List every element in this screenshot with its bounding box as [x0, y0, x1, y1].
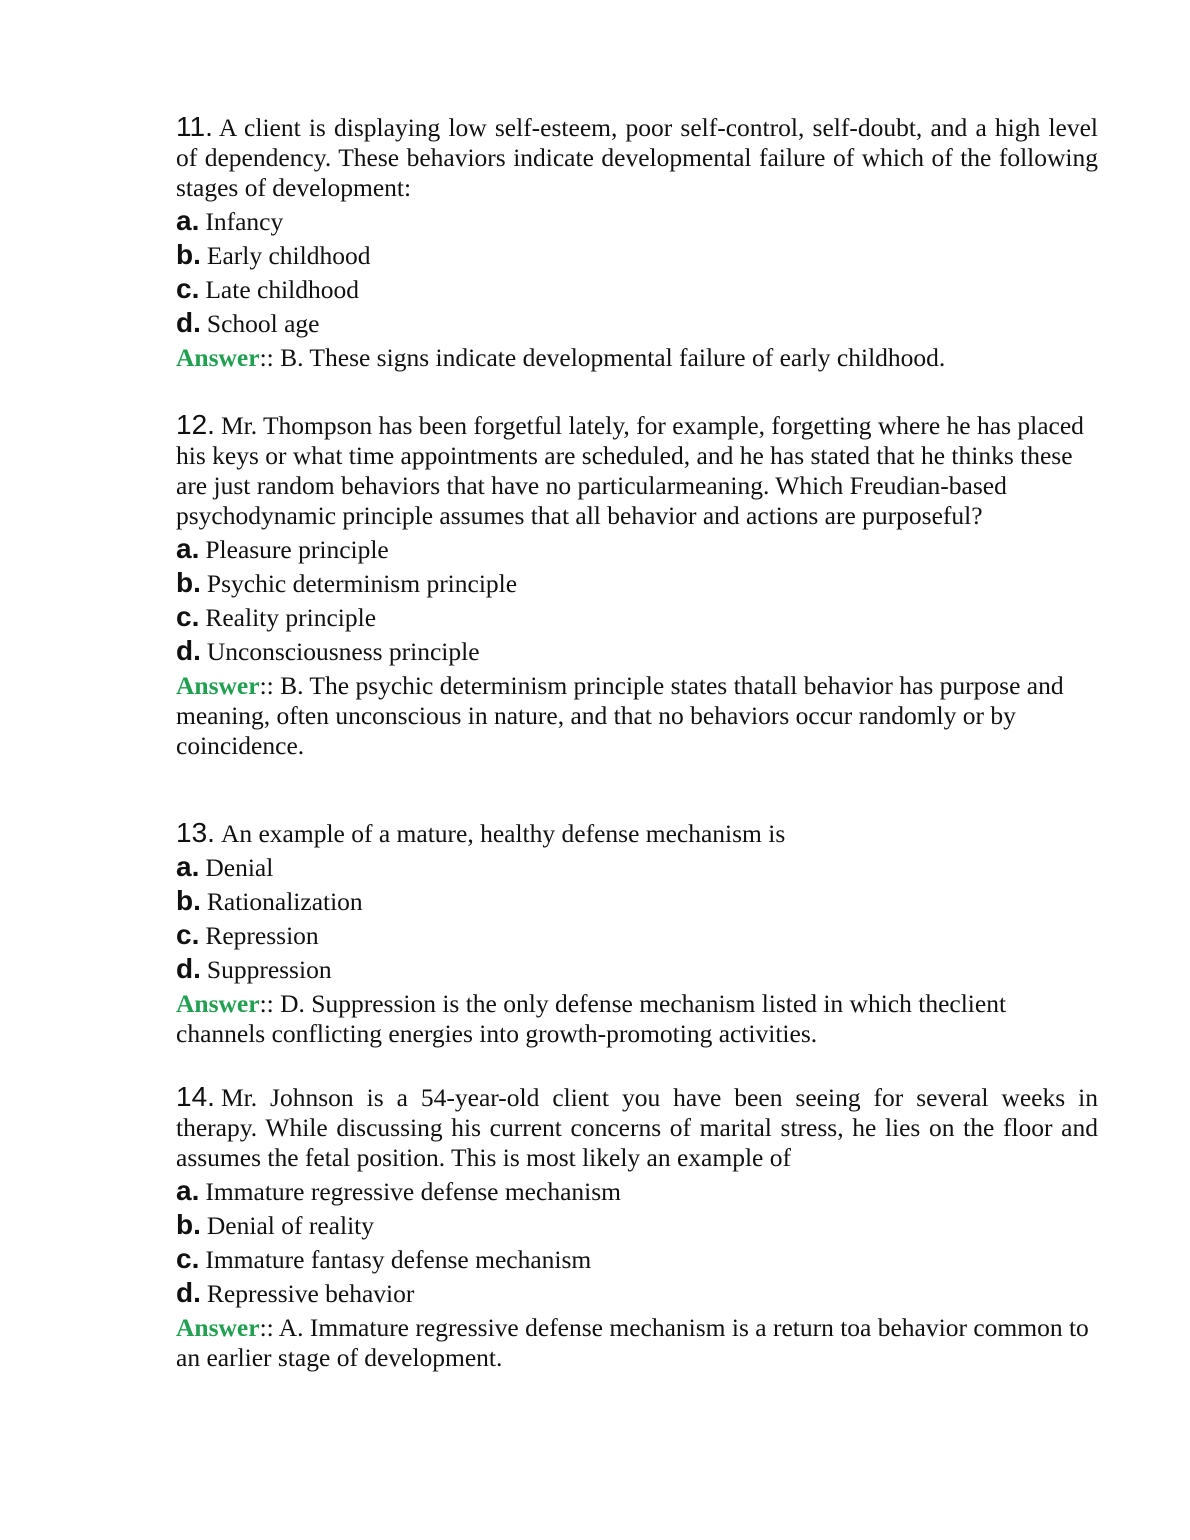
option-a [176, 204, 1098, 238]
option-letter: b. [176, 567, 201, 598]
option-letter: d. [176, 1277, 201, 1308]
option-letter: c. [176, 273, 200, 304]
question-11 [176, 112, 1098, 373]
answer-line [176, 343, 1098, 373]
option-b [176, 566, 1098, 600]
option-text: Repressive behavior [206, 1279, 415, 1308]
option-text: School age [206, 309, 320, 338]
option-a [176, 532, 1098, 566]
option-letter: a. [176, 205, 200, 236]
option-letter: c. [176, 1243, 200, 1274]
question-number: 13. [176, 817, 215, 848]
option-c [176, 272, 1098, 306]
option-c [176, 600, 1098, 634]
option-letter: b. [176, 1209, 201, 1240]
option-b [176, 238, 1098, 272]
option-letter: a. [176, 533, 200, 564]
option-d [176, 1276, 1098, 1310]
question-text: An example of a mature, healthy defense mechanism is [220, 819, 786, 848]
option-text: Infancy [205, 207, 284, 236]
question-stem [176, 818, 1098, 849]
answer-line [176, 989, 1098, 1049]
question-number: 14. [176, 1081, 215, 1112]
option-a [176, 850, 1098, 884]
option-letter: c. [176, 601, 200, 632]
option-text: Denial [205, 853, 274, 882]
option-letter: d. [176, 953, 201, 984]
answer-label: Answer [176, 671, 260, 700]
option-c [176, 1242, 1098, 1276]
option-text: Early childhood [206, 241, 371, 270]
question-stem [176, 112, 1098, 203]
option-text: Unconsciousness principle [206, 637, 480, 666]
question-text: Mr. Johnson is a 54-year-old client you have been seeing for several weeks in therapy. While discussing his current concerns of marital stress, he lies on the floor and assumes the fetal position. This is most likely an example of [176, 1083, 1098, 1172]
question-13 [176, 818, 1098, 1049]
question-14 [176, 1082, 1098, 1373]
option-d [176, 306, 1098, 340]
option-text: Suppression [206, 955, 332, 984]
option-letter: c. [176, 919, 200, 950]
option-text: Late childhood [205, 275, 360, 304]
option-d [176, 952, 1098, 986]
option-c [176, 918, 1098, 952]
answer-label: Answer [176, 989, 260, 1018]
answer-text: :: B. The psychic determinism principle states thatall behavior has purpose and meaning, often unconscious in nature, and that no behaviors occur randomly or by coincidence. [176, 671, 1064, 760]
option-text: Rationalization [206, 887, 363, 916]
option-text: Immature fantasy defense mechanism [205, 1245, 592, 1274]
option-text: Immature regressive defense mechanism [205, 1177, 621, 1206]
option-letter: d. [176, 307, 201, 338]
option-text: Reality principle [205, 603, 377, 632]
option-d [176, 634, 1098, 668]
option-letter: d. [176, 635, 201, 666]
option-letter: a. [176, 1175, 200, 1206]
answer-label: Answer [176, 1313, 260, 1342]
question-number: 12. [176, 409, 215, 440]
answer-line [176, 1313, 1098, 1373]
answer-line [176, 671, 1098, 761]
option-text: Pleasure principle [205, 535, 389, 564]
option-letter: b. [176, 239, 201, 270]
option-b [176, 884, 1098, 918]
answer-label: Answer [176, 343, 260, 372]
option-text: Psychic determinism principle [206, 569, 518, 598]
option-a [176, 1174, 1098, 1208]
answer-text: :: A. Immature regressive defense mechanism is a return toa behavior common to an earlier stage of development. [176, 1313, 1089, 1372]
option-text: Denial of reality [206, 1211, 374, 1240]
option-letter: a. [176, 851, 200, 882]
question-12 [176, 410, 1098, 761]
answer-text: :: D. Suppression is the only defense mechanism listed in which theclient channels conflicting energies into growth-promoting activities. [176, 989, 1007, 1048]
question-stem [176, 1082, 1098, 1173]
question-number: 11. [176, 111, 213, 142]
question-text: Mr. Thompson has been forgetful lately, for example, forgetting where he has placed his keys or what time appointments are scheduled, and he has stated that he thinks these are just random behaviors that have no particularmeaning. Which Freudian-based psychodynamic principle assumes that all behavior and actions are purposeful? [176, 411, 1084, 530]
option-b [176, 1208, 1098, 1242]
option-text: Repression [205, 921, 319, 950]
answer-text: :: B. These signs indicate developmental failure of early childhood. [259, 343, 946, 372]
question-text: A client is displaying low self-esteem, poor self-control, self-doubt, and a high level of dependency. These behaviors indicate developmental failure of which of the following stages of development: [176, 113, 1098, 202]
option-letter: b. [176, 885, 201, 916]
question-stem [176, 410, 1098, 531]
